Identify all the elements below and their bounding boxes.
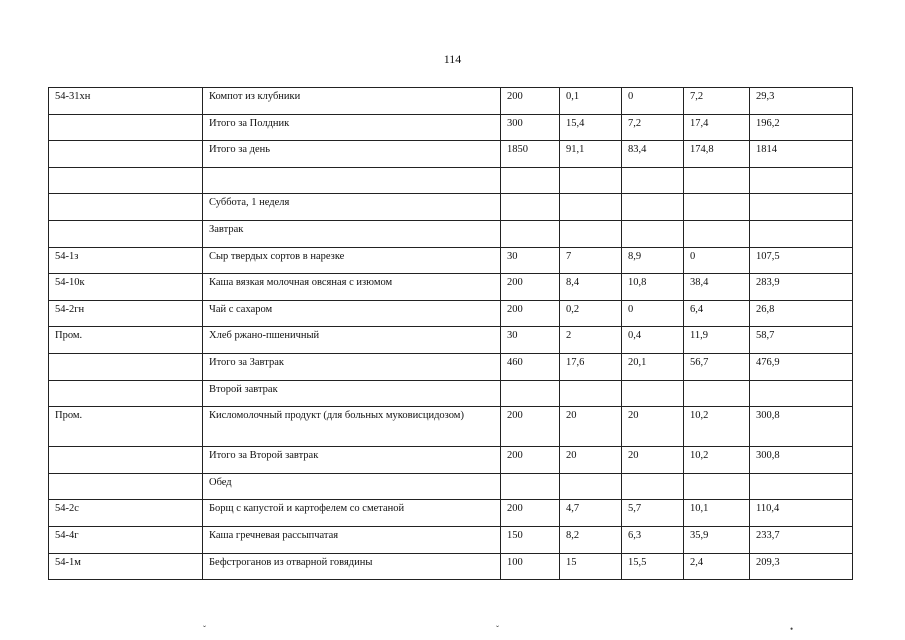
dish-name-cell: Второй завтрак [203, 380, 501, 407]
dish-code-cell [49, 114, 203, 141]
dish-name-cell: Обед [203, 473, 501, 500]
dish-mass-cell: 300 [501, 114, 560, 141]
dish-carbs-cell: 10,2 [684, 447, 750, 474]
dish-code-cell: Пром. [49, 327, 203, 354]
dish-protein-cell: 15 [560, 553, 622, 580]
dish-fat-cell: 7,2 [622, 114, 684, 141]
dish-mass-cell: 200 [501, 274, 560, 301]
dish-energy-cell [750, 194, 853, 221]
dish-name-cell: Кисломолочный продукт (для больных муковисцидозом) [203, 407, 501, 447]
dish-mass-cell [501, 220, 560, 247]
dish-code-cell: Пром. [49, 407, 203, 447]
dish-carbs-cell: 56,7 [684, 353, 750, 380]
dish-energy-cell: 209,3 [750, 553, 853, 580]
dish-protein-cell: 4,7 [560, 500, 622, 527]
dish-carbs-cell [684, 167, 750, 194]
dish-fat-cell [622, 194, 684, 221]
dish-mass-cell: 30 [501, 247, 560, 274]
dish-protein-cell [560, 167, 622, 194]
dish-energy-cell [750, 167, 853, 194]
dish-fat-cell: 15,5 [622, 553, 684, 580]
dish-code-cell [49, 141, 203, 168]
dish-protein-cell: 8,4 [560, 274, 622, 301]
footer-mark: ˇ [496, 624, 499, 634]
dish-mass-cell: 100 [501, 553, 560, 580]
dish-carbs-cell: 2,4 [684, 553, 750, 580]
dish-energy-cell: 300,8 [750, 447, 853, 474]
dish-name-cell: Бефстроганов из отварной говядины [203, 553, 501, 580]
page-number: 114 [443, 52, 462, 66]
dish-fat-cell: 10,8 [622, 274, 684, 301]
dish-name-cell: Каша гречневая рассыпчатая [203, 526, 501, 553]
dish-name-cell: Компот из клубники [203, 88, 501, 115]
dish-energy-cell: 233,7 [750, 526, 853, 553]
table-row [49, 141, 853, 168]
dish-protein-cell [560, 194, 622, 221]
dish-code-cell [49, 380, 203, 407]
table-row [49, 500, 853, 527]
dish-carbs-cell: 0 [684, 247, 750, 274]
dish-protein-cell [560, 380, 622, 407]
dish-carbs-cell: 35,9 [684, 526, 750, 553]
dish-energy-cell: 58,7 [750, 327, 853, 354]
table-row [49, 194, 853, 221]
dish-code-cell: 54-1з [49, 247, 203, 274]
dish-protein-cell: 91,1 [560, 141, 622, 168]
dish-name-cell: Итого за день [203, 141, 501, 168]
dish-protein-cell: 2 [560, 327, 622, 354]
dish-carbs-cell: 174,8 [684, 141, 750, 168]
dish-code-cell [49, 353, 203, 380]
dish-protein-cell: 15,4 [560, 114, 622, 141]
dish-carbs-cell: 7,2 [684, 88, 750, 115]
dish-mass-cell: 200 [501, 447, 560, 474]
dish-energy-cell: 110,4 [750, 500, 853, 527]
dish-energy-cell: 29,3 [750, 88, 853, 115]
dish-name-cell: Итого за Завтрак [203, 353, 501, 380]
dish-code-cell [49, 167, 203, 194]
dish-code-cell: 54-31хн [49, 88, 203, 115]
dish-fat-cell: 6,3 [622, 526, 684, 553]
dish-carbs-cell: 11,9 [684, 327, 750, 354]
dish-protein-cell [560, 220, 622, 247]
dish-mass-cell [501, 380, 560, 407]
dish-fat-cell: 83,4 [622, 141, 684, 168]
dish-fat-cell: 8,9 [622, 247, 684, 274]
dish-mass-cell: 150 [501, 526, 560, 553]
dish-code-cell [49, 447, 203, 474]
dish-carbs-cell: 17,4 [684, 114, 750, 141]
table-row [49, 114, 853, 141]
dish-mass-cell: 200 [501, 407, 560, 447]
dish-carbs-cell [684, 380, 750, 407]
dish-energy-cell [750, 473, 853, 500]
dish-mass-cell: 30 [501, 327, 560, 354]
footer-mark: • [790, 624, 794, 634]
dish-protein-cell: 0,1 [560, 88, 622, 115]
dish-mass-cell: 1850 [501, 141, 560, 168]
dish-name-cell [203, 167, 501, 194]
dish-mass-cell: 200 [501, 300, 560, 327]
table-row [49, 247, 853, 274]
dish-energy-cell: 476,9 [750, 353, 853, 380]
dish-code-cell: 54-1м [49, 553, 203, 580]
dish-fat-cell: 20 [622, 447, 684, 474]
dish-carbs-cell: 10,2 [684, 407, 750, 447]
table-row [49, 274, 853, 301]
dish-energy-cell: 107,5 [750, 247, 853, 274]
dish-energy-cell [750, 380, 853, 407]
dish-fat-cell: 20 [622, 407, 684, 447]
dish-code-cell [49, 220, 203, 247]
dish-mass-cell: 200 [501, 500, 560, 527]
table-row [49, 167, 853, 194]
dish-code-cell: 54-4г [49, 526, 203, 553]
table-row [49, 353, 853, 380]
dish-carbs-cell: 10,1 [684, 500, 750, 527]
dish-fat-cell [622, 220, 684, 247]
table-row [49, 220, 853, 247]
dish-energy-cell: 283,9 [750, 274, 853, 301]
table-row [49, 526, 853, 553]
dish-protein-cell [560, 473, 622, 500]
dish-fat-cell: 0,4 [622, 327, 684, 354]
dish-energy-cell: 1814 [750, 141, 853, 168]
dish-code-cell: 54-2гн [49, 300, 203, 327]
menu-table [48, 87, 853, 580]
dish-mass-cell: 200 [501, 88, 560, 115]
dish-protein-cell: 20 [560, 407, 622, 447]
dish-code-cell: 54-10к [49, 274, 203, 301]
dish-name-cell: Завтрак [203, 220, 501, 247]
menu-table-body [49, 88, 853, 580]
dish-name-cell: Борщ с капустой и картофелем со сметаной [203, 500, 501, 527]
dish-fat-cell [622, 380, 684, 407]
table-row [49, 473, 853, 500]
dish-carbs-cell: 6,4 [684, 300, 750, 327]
dish-fat-cell: 5,7 [622, 500, 684, 527]
dish-mass-cell [501, 167, 560, 194]
table-row [49, 300, 853, 327]
dish-code-cell: 54-2с [49, 500, 203, 527]
dish-fat-cell: 20,1 [622, 353, 684, 380]
table-row [49, 447, 853, 474]
dish-mass-cell [501, 473, 560, 500]
dish-protein-cell: 17,6 [560, 353, 622, 380]
dish-protein-cell: 8,2 [560, 526, 622, 553]
table-row [49, 327, 853, 354]
footer-mark: ˇ [203, 624, 206, 634]
dish-energy-cell: 300,8 [750, 407, 853, 447]
dish-name-cell: Сыр твердых сортов в нарезке [203, 247, 501, 274]
table-row [49, 88, 853, 115]
dish-carbs-cell: 38,4 [684, 274, 750, 301]
dish-name-cell: Чай с сахаром [203, 300, 501, 327]
table-row [49, 407, 853, 447]
dish-name-cell: Суббота, 1 неделя [203, 194, 501, 221]
dish-carbs-cell [684, 220, 750, 247]
dish-fat-cell: 0 [622, 88, 684, 115]
dish-carbs-cell [684, 473, 750, 500]
dish-mass-cell [501, 194, 560, 221]
dish-protein-cell: 7 [560, 247, 622, 274]
dish-energy-cell: 196,2 [750, 114, 853, 141]
dish-energy-cell: 26,8 [750, 300, 853, 327]
dish-name-cell: Каша вязкая молочная овсяная с изюмом [203, 274, 501, 301]
dish-code-cell [49, 473, 203, 500]
dish-name-cell: Итого за Полдник [203, 114, 501, 141]
dish-mass-cell: 460 [501, 353, 560, 380]
table-row [49, 380, 853, 407]
table-row [49, 553, 853, 580]
dish-name-cell: Хлеб ржано-пшеничный [203, 327, 501, 354]
dish-fat-cell [622, 167, 684, 194]
dish-name-cell: Итого за Второй завтрак [203, 447, 501, 474]
dish-protein-cell: 20 [560, 447, 622, 474]
dish-fat-cell: 0 [622, 300, 684, 327]
dish-code-cell [49, 194, 203, 221]
dish-protein-cell: 0,2 [560, 300, 622, 327]
dish-carbs-cell [684, 194, 750, 221]
dish-energy-cell [750, 220, 853, 247]
dish-fat-cell [622, 473, 684, 500]
